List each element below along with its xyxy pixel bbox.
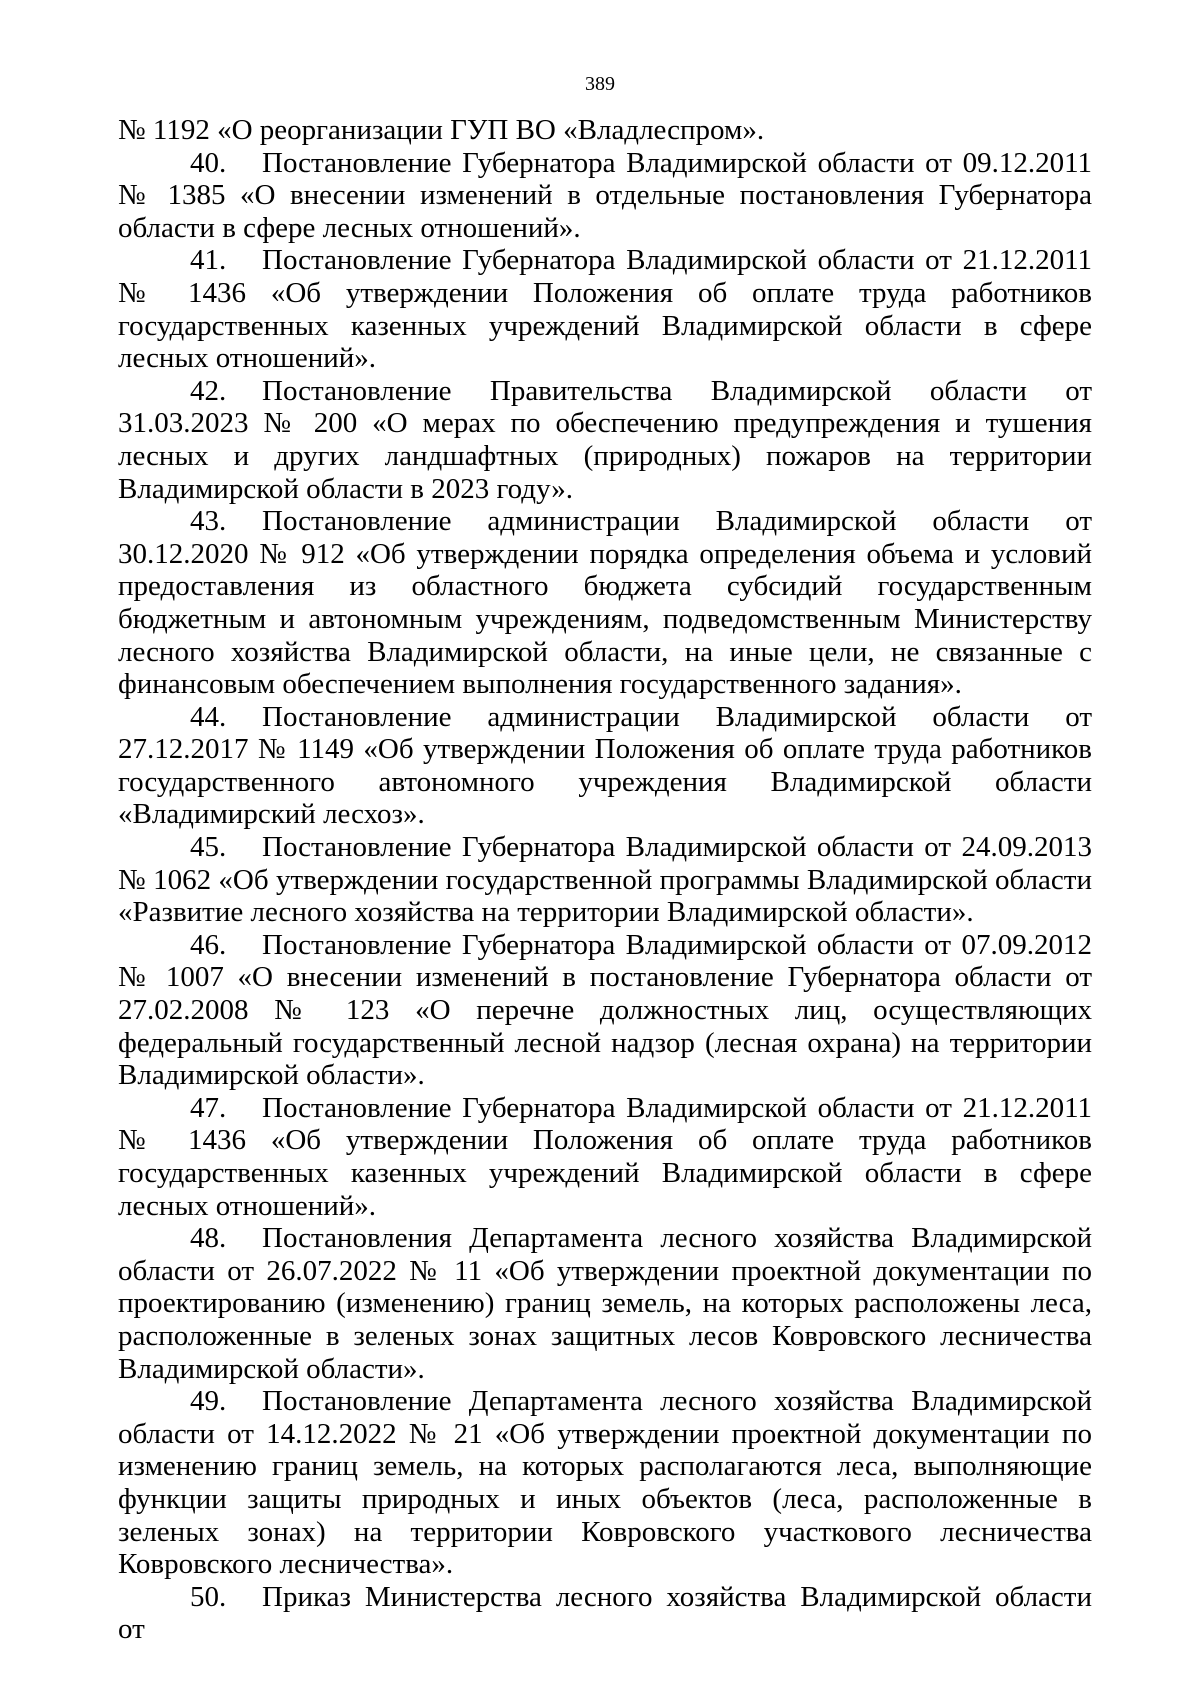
list-item: [118, 505, 1092, 701]
item-number: 46.: [190, 928, 227, 961]
item-number: 50.: [190, 1580, 227, 1613]
item-text: Постановление Губернатора Владимирской области от 09.12.2011 № 1385 «О внесении изменений в отдельные постановления Губернатора области в сфере лесных отношений».: [118, 146, 1092, 244]
item-text: Постановление Губернатора Владимирской области от 24.09.2013 № 1062 «Об утверждении государственной программы Владимирской области «Развитие лесного хозяйства на территории Владимирской области».: [118, 831, 1092, 929]
item-text: Постановление Правительства Владимирской области от 31.03.2023 № 200 «О мерах по обеспечению предупреждения и тушения лесных и других ландшафтных (природных) пожаров на территории Владимирской области в 2023 году».: [118, 374, 1092, 505]
item-text: Постановление администрации Владимирской области от 27.12.2017 № 1149 «Об утверждении Положения об оплате труда работников государственного автономного учреждения Владимирской области «Владимирский лесхоз».: [118, 700, 1092, 831]
item-text: Постановление Губернатора Владимирской области от 21.12.2011 № 1436 «Об утверждении Положения об оплате труда работников государственных казенных учреждений Владимирской области в сфере лесных отношений».: [118, 244, 1092, 375]
list-item: [118, 701, 1092, 831]
item-number: 47.: [190, 1091, 227, 1124]
item-text: Постановление Департамента лесного хозяйства Владимирской области от 14.12.2022 № 21 «Об утверждении проектной документации по изменению границ земель, на которых располагаются леса, выполняющие функции защиты природных и иных объектов (леса, расположенные в зеленых зонах) на территории Ковровского участкового лесничества Ковровского лесничества».: [118, 1385, 1092, 1581]
list-item: [118, 147, 1092, 245]
document-body: [118, 114, 1092, 1646]
item-text: Постановление Губернатора Владимирской области от 07.09.2012 № 1007 «О внесении изменений в постановление Губернатора области от 27.02.2008 № 123 «О перечне должностных лиц, осуществляющих федеральный государственный лесной надзор (лесная охрана) на территории Владимирской области».: [118, 928, 1092, 1092]
list-item: [118, 1092, 1092, 1222]
item-number: 48.: [190, 1222, 227, 1255]
list-item: [118, 1385, 1092, 1581]
item-number: 42.: [190, 374, 227, 407]
list-item: [118, 1581, 1092, 1646]
item-text: Постановление администрации Владимирской области от 30.12.2020 № 912 «Об утверждении порядка определения объема и условий предоставления из областного бюджета субсидий государственным бюджетным и автономным учреждениям, подведомственным Министерству лесного хозяйства Владимирской области, на иные цели, не связанные с финансовым обеспечением выполнения государственного задания».: [118, 505, 1092, 701]
list-item: [118, 831, 1092, 929]
item-number: 45.: [190, 831, 227, 864]
item-number: 44.: [190, 700, 227, 733]
item-text: Постановления Департамента лесного хозяйства Владимирской области от 26.07.2022 № 11 «Об утверждении проектной документации по проектированию (изменению) границ земель, на которых расположены леса, расположенные в зеленых зонах защитных лесов Ковровского лесничества Владимирской области».: [118, 1222, 1092, 1385]
list-item: [118, 1222, 1092, 1385]
item-text: Постановление Губернатора Владимирской области от 21.12.2011 № 1436 «Об утверждении Положения об оплате труда работников государственных казенных учреждений Владимирской области в сфере лесных отношений».: [118, 1091, 1092, 1222]
list-item: [118, 375, 1092, 505]
list-item: [118, 929, 1092, 1092]
list-item: [118, 244, 1092, 374]
continuation-paragraph: № 1192 «О реорганизации ГУП ВО «Владлеспром».: [118, 114, 765, 146]
page-number: 389: [585, 73, 615, 95]
item-number: 41.: [190, 244, 227, 277]
item-number: 49.: [190, 1385, 227, 1418]
item-number: 40.: [190, 146, 227, 179]
item-text: Приказ Министерства лесного хозяйства Владимирской области от: [118, 1580, 1092, 1646]
item-number: 43.: [190, 505, 227, 538]
